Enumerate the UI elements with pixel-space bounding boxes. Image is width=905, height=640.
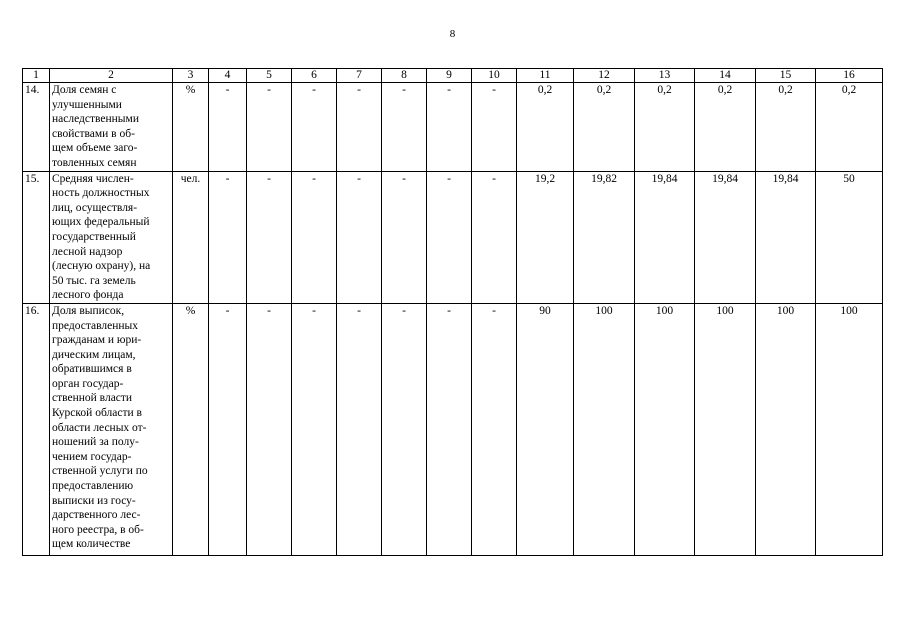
column-header: 13 [635, 69, 695, 83]
value-cell: 50 [816, 171, 883, 303]
table-row [23, 171, 883, 303]
table-cell: - [427, 83, 472, 172]
value-cell: 19,84 [695, 171, 756, 303]
row-number: 15. [23, 171, 50, 303]
table-cell: - [292, 171, 337, 303]
table-cell: - [472, 83, 517, 172]
value-cell: 19,82 [574, 171, 635, 303]
table-cell: - [209, 171, 247, 303]
table-cell: - [427, 303, 472, 555]
value-cell: 0,2 [816, 83, 883, 172]
value-cell: 0,2 [756, 83, 816, 172]
indicator-table [22, 68, 883, 556]
indicator-name: Доля выписок, предоставленных гражданам и юри- дическим лицам, обратившимся в орган государ- ственной власти Курской области в области лесных от- ношений за полу- чением государ- ственной услуги по предоставлению выписки из госу- дарственного лес- ного реестра, в об- щем количестве [50, 303, 173, 555]
table-cell: - [337, 303, 382, 555]
table-cell: - [292, 83, 337, 172]
row-number: 16. [23, 303, 50, 555]
table-cell: - [247, 171, 292, 303]
column-header: 16 [816, 69, 883, 83]
value-cell: 90 [517, 303, 574, 555]
column-header: 7 [337, 69, 382, 83]
value-cell: 19,84 [635, 171, 695, 303]
table-cell: - [247, 83, 292, 172]
value-cell: 0,2 [574, 83, 635, 172]
column-header: 12 [574, 69, 635, 83]
column-header: 1 [23, 69, 50, 83]
column-header: 15 [756, 69, 816, 83]
header-row [23, 69, 883, 83]
indicator-name: Средняя числен- ность должностных лиц, осуществля- ющих федеральный государственный лесной надзор (лесную охрану), на 50 тыс. га земель лесного фонда [50, 171, 173, 303]
column-header: 4 [209, 69, 247, 83]
column-header: 14 [695, 69, 756, 83]
table-cell: - [382, 83, 427, 172]
table-cell: - [209, 83, 247, 172]
table-cell: - [382, 171, 427, 303]
table-cell: - [382, 303, 427, 555]
value-cell: 100 [574, 303, 635, 555]
table-cell: - [209, 303, 247, 555]
table-cell: - [472, 303, 517, 555]
table-row [23, 303, 883, 555]
unit-cell: % [173, 83, 209, 172]
table-cell: - [337, 171, 382, 303]
value-cell: 100 [635, 303, 695, 555]
unit-cell: чел. [173, 171, 209, 303]
unit-cell: % [173, 303, 209, 555]
table-cell: - [472, 171, 517, 303]
indicator-name: Доля семян с улучшенными наследственными свойствами в об- щем объеме заго- товленных семян [50, 83, 173, 172]
value-cell: 100 [695, 303, 756, 555]
table-row [23, 83, 883, 172]
value-cell: 19,84 [756, 171, 816, 303]
column-header: 8 [382, 69, 427, 83]
column-header: 2 [50, 69, 173, 83]
table-cell: - [427, 171, 472, 303]
value-cell: 0,2 [695, 83, 756, 172]
value-cell: 0,2 [635, 83, 695, 172]
column-header: 3 [173, 69, 209, 83]
value-cell: 19,2 [517, 171, 574, 303]
table-cell: - [247, 303, 292, 555]
column-header: 5 [247, 69, 292, 83]
table-cell: - [292, 303, 337, 555]
table-cell: - [337, 83, 382, 172]
column-header: 11 [517, 69, 574, 83]
column-header: 6 [292, 69, 337, 83]
column-header: 9 [427, 69, 472, 83]
value-cell: 100 [756, 303, 816, 555]
row-number: 14. [23, 83, 50, 172]
column-header: 10 [472, 69, 517, 83]
page-number: 8 [449, 28, 456, 40]
value-cell: 0,2 [517, 83, 574, 172]
value-cell: 100 [816, 303, 883, 555]
